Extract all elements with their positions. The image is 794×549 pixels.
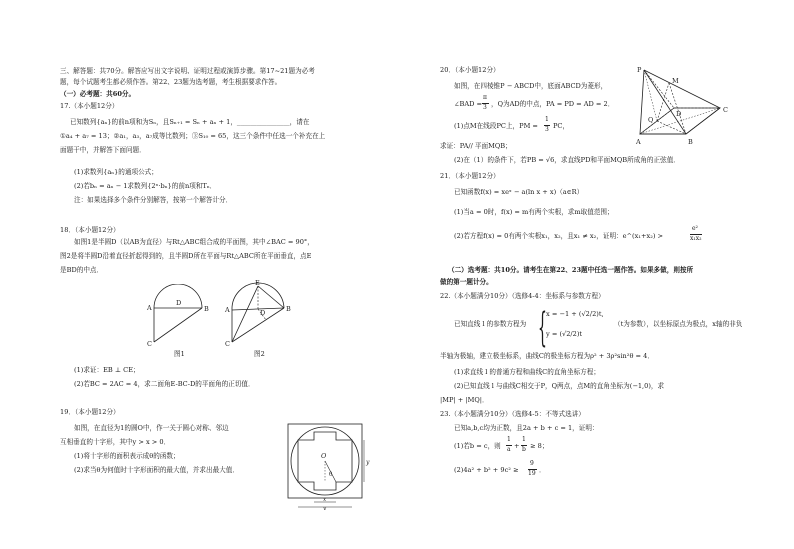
q19-title: 19．（本小题12分） xyxy=(60,408,120,416)
label-c: C xyxy=(225,340,230,348)
q23-term1-num: 1 xyxy=(507,436,511,443)
q23-sub1a: (1)若b = c，则 xyxy=(454,442,501,450)
segment-bc xyxy=(154,308,202,342)
q21-title: 21．（本小题12分） xyxy=(440,172,500,180)
elective-header-line2: 做的第一题计分。 xyxy=(440,278,493,286)
q22-sub2: (2)已知直线 l 与曲线C相交于P，Q两点，点M的直角坐标为(−1,0)，求 xyxy=(454,382,665,390)
q22-eq2: y = (√2/2)t xyxy=(546,330,583,338)
label-b: B xyxy=(204,305,209,313)
section3-header-line1: 三、解答题：共70分。解答应写出文字说明、证明过程或演算步骤。第17~21题为必考 xyxy=(60,67,315,75)
q18-fig2-caption: 图2 xyxy=(254,350,265,358)
required-section-title: （一）必考题：共60分。 xyxy=(60,90,136,98)
q21-frac-den: x₁x₂ xyxy=(690,235,702,242)
edge-pa xyxy=(640,70,644,134)
q21-sub1: (1)当a = 0时，f(x) = m有两个实根，求m取值范围； xyxy=(454,208,614,216)
q22-brace: { xyxy=(538,305,547,351)
q22-eq1: x = −1 + (√2/2)t, xyxy=(546,310,604,318)
label-d: D xyxy=(260,309,266,317)
label-theta: θ xyxy=(329,472,333,478)
q23-sub2a: (2)4a² + b² + 9c² ≥ xyxy=(454,466,519,474)
label-p: P xyxy=(637,66,642,74)
q18-figure2 xyxy=(222,280,296,348)
q17-sub2: (2)若bₙ = aₙ − 1求数列{2ⁿ·bₙ}的前n项和Tₙ． xyxy=(74,182,217,190)
label-d: D xyxy=(676,110,682,118)
q19-sub2: (2)求当θ为何值时十字形面积的最大值，并求出最大值． xyxy=(74,466,239,474)
q19-line2: 互相垂直的十字形，其中y > x > 0． xyxy=(60,438,171,446)
label-c: C xyxy=(723,106,728,114)
label-d: D xyxy=(176,299,182,307)
q22-sub1: (1)求直线 l 的普通方程和曲线C的直角坐标方程； xyxy=(454,368,600,376)
label-a: A xyxy=(636,138,641,146)
q18-figure1 xyxy=(142,284,212,348)
q17-line3: 面题干中，并解答下面问题． xyxy=(60,146,146,154)
q17-note: 注：如果选择多个条件分别解答，按第一个解答计分． xyxy=(74,196,233,204)
q23-sub2b: ． xyxy=(539,466,546,474)
q23-title: 23.（本小题满分10分）（选修4-5：不等式选讲） xyxy=(440,410,585,418)
label-x: x xyxy=(323,497,327,503)
section3-header-line2: 题，每个试题考生都必须作答。第22、23题为选考题，考生根据要求作答。 xyxy=(60,78,282,86)
q20-prove: 求证：PA// 平面MQB； xyxy=(440,142,512,150)
q21-sub2a: (2)若方程f(x) = 0有两个实根x₁，x₂，且x₁ ≠ x₂，证明：e^(x₁+x₂) > xyxy=(454,232,664,240)
label-a: A xyxy=(147,304,152,312)
q20-pyramid-figure xyxy=(628,64,756,150)
q17-line2: ①a₄ + a₇ = 13；②a₁，a₃，a₇成等比数列；③S₁₀ = 65，这三个条件中任选一个补充在上 xyxy=(60,132,326,140)
q20-sub1-frac-num: 1 xyxy=(545,116,549,123)
elective-header-line1: （二）选考题：共10分。请考生在第22、23题中任选一题作答。如果多做，则按所 xyxy=(448,266,694,274)
segment-pq xyxy=(644,70,657,121)
q23-line1: 已知a,b,c均为正数，且2a + b + c = 1，证明： xyxy=(454,424,599,432)
q18-line1: 如图1是半圆D（以AB为直径）与Rt△ABC组合成的平面图，其中∠BAC = 90°， xyxy=(74,238,314,246)
q23-sub1b: ≥ 8； xyxy=(530,442,549,450)
q17-sub1: (1)求数列{aₙ}的通项公式； xyxy=(74,168,158,176)
q20-line2b: ，Q为AD的中点，PA = PD = AD = 2． xyxy=(491,100,615,108)
q23-frac-den: 19 xyxy=(528,470,536,477)
q20-sub1b: PC， xyxy=(553,122,570,130)
label-o: O xyxy=(321,452,327,460)
q23-term2-num: 1 xyxy=(522,436,526,443)
q20-sub1-frac-den: 3 xyxy=(545,126,549,133)
label-e: E xyxy=(255,280,260,287)
q20-sub1a: (1)点M在线段PC上，PM = xyxy=(454,122,538,130)
q19-sub1: (1)将十字形的面积表示成θ的函数； xyxy=(74,452,180,460)
label-c: C xyxy=(147,340,152,348)
q20-frac-den: 3 xyxy=(483,104,487,111)
q20-frac-num: π xyxy=(483,94,487,101)
q20-title: 20．（本小题12分） xyxy=(440,66,500,74)
q22-title: 22.（本小题满分10分）（选修4-4：坐标系与参数方程） xyxy=(440,292,605,300)
q23-term1-den: a xyxy=(507,446,511,453)
q20-line2a: ∠BAD = xyxy=(454,100,483,108)
q20-sub2: (2)在（1）的条件下，若PB = √6，求直线PD和平面MQB所成角的正弦值． xyxy=(454,156,680,164)
q22-line1a: 已知直线 l 的参数方程为 xyxy=(454,320,527,328)
label-y-right: y xyxy=(366,459,370,466)
edge-pd xyxy=(644,70,674,108)
label-b: B xyxy=(286,305,291,313)
q22-sub2b: |MP| + |MQ|． xyxy=(440,396,489,404)
q17-title: 17.（本小题12分） xyxy=(60,102,119,110)
q23-term2-den: b xyxy=(522,446,526,453)
edge-bc xyxy=(686,108,720,134)
label-a: A xyxy=(225,306,230,314)
segment-qm xyxy=(657,83,669,121)
label-m: M xyxy=(672,77,679,85)
q19-line1: 如图，在直径为1的圆O中，作一关于圆心对称、邻边 xyxy=(74,424,229,432)
q19-figure xyxy=(284,422,376,510)
q23-plus: + xyxy=(514,442,520,450)
q17-line1: 已知数列{aₙ}的前n项和为Sₙ，且Sₙ₊₁ = Sₙ + aₙ + 1，________________，请在 xyxy=(70,118,310,126)
label-q: Q xyxy=(648,116,654,124)
label-b: B xyxy=(688,138,693,146)
segment-mb xyxy=(669,83,686,134)
q20-line1: 如图，在四棱锥P − ABCD中，底面ABCD为菱形， xyxy=(454,82,608,90)
q18-sub1: (1)求证：EB ⊥ CE； xyxy=(74,366,140,374)
q21-frac-num: e² xyxy=(692,225,698,232)
edge-pc xyxy=(644,70,720,108)
q22-line2: 半轴为极轴，建立极坐标系，曲线C的极坐标方程为ρ² + 3ρ²sin²θ = 4． xyxy=(440,352,654,360)
q22-line1b: （t为参数），以坐标原点为极点，x轴的非负 xyxy=(614,320,743,328)
q18-sub2: (2)若BC = 2AC = 4，求二面角E-BC-D的平面角的正切值． xyxy=(74,380,255,388)
segment-eb xyxy=(258,286,284,308)
q18-line3: 是BD的中点． xyxy=(60,266,104,274)
q18-fig1-caption: 图1 xyxy=(174,350,185,358)
q18-title: 18．（本小题12分） xyxy=(60,226,120,234)
q18-line2: 图2是将半圆D沿着直径折起得到的，且半圆D所在平面与Rt△ABC所在平面垂直，点E xyxy=(60,252,312,260)
q21-line1: 已知函数f(x) = xeˣ − a(ln x + x)（a∈R） xyxy=(454,188,584,196)
label-y-bottom: y xyxy=(323,506,327,510)
q23-frac-num: 9 xyxy=(530,460,534,467)
